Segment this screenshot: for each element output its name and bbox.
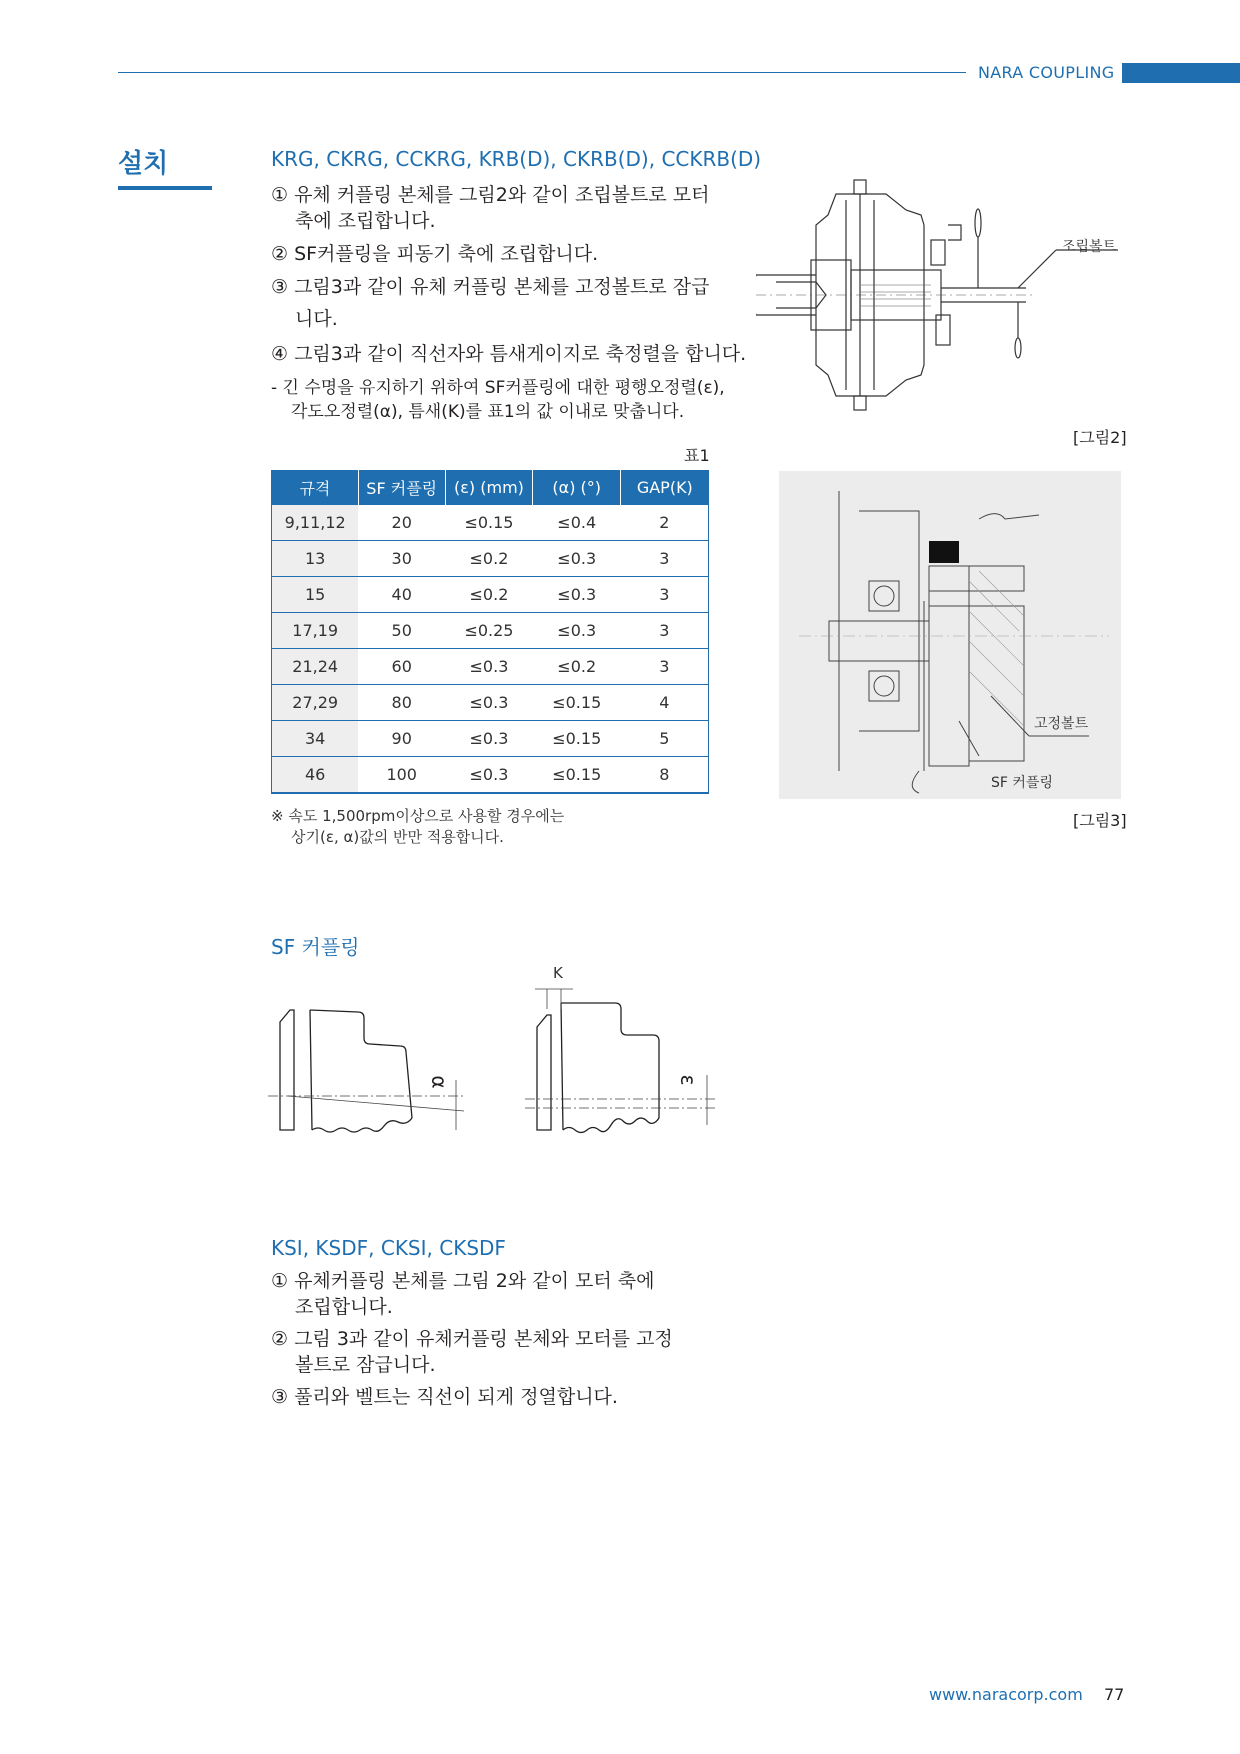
column-header: SF 커플링 — [358, 470, 445, 505]
step-line: 축에 조립합니다. — [295, 210, 436, 232]
page-number: 77 — [1104, 1685, 1125, 1704]
table-cell: ≤0.3 — [533, 541, 621, 577]
table-cell: ≤0.3 — [445, 721, 533, 757]
table-row — [272, 649, 709, 685]
figure3-callout-bolt: 고정볼트 — [1034, 716, 1089, 732]
section1-step-1 — [271, 182, 709, 234]
step-line: ② 그림 3과 같이 유체커플링 본체와 모터를 고정 — [271, 1328, 673, 1350]
step-line: ① 유체커플링 본체를 그림 2와 같이 모터 축에 — [271, 1270, 655, 1292]
table-row — [272, 505, 709, 541]
section1-heading: KRG, CKRG, CCKRG, KRB(D), CKRB(D), CCKRB(D) — [271, 147, 762, 171]
section2-heading: KSI, KSDF, CKSI, CKSDF — [271, 1236, 506, 1260]
table-cell: ≤0.15 — [533, 757, 621, 794]
table-cell: 4 — [621, 685, 709, 721]
header-accent-bar — [1122, 63, 1240, 83]
table-cell: 9,11,12 — [272, 505, 359, 541]
note-line: 각도오정렬(α), 틈새(K)를 표1의 값 이내로 맞춥니다. — [291, 402, 685, 422]
parallel-misalignment-diagram — [525, 975, 725, 1140]
table-cell: ≤0.15 — [445, 505, 533, 541]
table-cell: 27,29 — [272, 685, 359, 721]
section1-step-3 — [271, 274, 709, 332]
table-cell: ≤0.3 — [445, 757, 533, 794]
section2-step-2 — [271, 1326, 673, 1378]
table-cell: 13 — [272, 541, 359, 577]
table-cell: 2 — [621, 505, 709, 541]
section1-step-2 — [271, 241, 598, 267]
table-cell: 100 — [358, 757, 445, 794]
section1-step-4 — [271, 341, 746, 367]
gap-k-label: K — [553, 964, 563, 982]
section-title-underline — [118, 186, 212, 190]
column-header: (α) (°) — [533, 470, 621, 505]
step-line: ② SF커플링을 피동기 축에 조립합니다. — [271, 243, 599, 265]
figure3-label: [그림3] — [1073, 811, 1127, 830]
table-cell: 5 — [621, 721, 709, 757]
table-cell: 50 — [358, 613, 445, 649]
table-cell: ≤0.3 — [533, 577, 621, 613]
table-row — [272, 685, 709, 721]
table-cell: ≤0.4 — [533, 505, 621, 541]
table-cell: 34 — [272, 721, 359, 757]
step-line: ③ 그림3과 같이 유체 커플링 본체를 고정볼트로 잠급 — [271, 276, 710, 298]
figure3-callout-coupling: SF 커플링 — [991, 775, 1053, 791]
table-row — [272, 541, 709, 577]
table-cell: 40 — [358, 577, 445, 613]
table-cell: 15 — [272, 577, 359, 613]
table-cell: 17,19 — [272, 613, 359, 649]
table-cell: ≤0.3 — [533, 613, 621, 649]
footnote-line: ※ 속도 1,500rpm이상으로 사용할 경우에는 — [271, 807, 565, 825]
table-cell: ≤0.2 — [445, 577, 533, 613]
table-cell: ≤0.2 — [445, 541, 533, 577]
table-cell: 3 — [621, 613, 709, 649]
table-footnote — [271, 806, 564, 848]
table-cell: 21,24 — [272, 649, 359, 685]
footnote-line: 상기(ε, α)값의 반만 적용합니다. — [291, 828, 504, 846]
table-cell: 3 — [621, 649, 709, 685]
column-header: 규격 — [272, 470, 359, 505]
step-line: ③ 풀리와 벨트는 직선이 되게 정열합니다. — [271, 1386, 618, 1408]
table-cell: ≤0.25 — [445, 613, 533, 649]
footer-url[interactable]: www.naracorp.com — [929, 1685, 1083, 1704]
note-line: - 긴 수명을 유지하기 위하여 SF커플링에 대한 평행오정렬(ε), — [271, 378, 725, 398]
step-line: 조립합니다. — [295, 1296, 393, 1318]
table-caption: 표1 — [684, 446, 710, 465]
figure2-callout: 조립볼트 — [1062, 239, 1117, 255]
section2-step-1 — [271, 1268, 654, 1320]
step-line: ① 유체 커플링 본체를 그림2와 같이 조립볼트로 모터 — [271, 184, 710, 206]
table-cell: 90 — [358, 721, 445, 757]
table-cell: ≤0.15 — [533, 685, 621, 721]
table-cell: 3 — [621, 577, 709, 613]
spec-table — [271, 470, 709, 794]
table-header-row — [272, 470, 709, 505]
alpha-symbol: α — [427, 1075, 452, 1089]
sf-coupling-heading: SF 커플링 — [271, 935, 360, 959]
header-rule — [118, 72, 966, 73]
section2-step-3 — [271, 1384, 618, 1410]
table-row — [272, 577, 709, 613]
epsilon-symbol: ε — [676, 1074, 701, 1086]
table-cell: 46 — [272, 757, 359, 794]
table-cell: ≤0.2 — [533, 649, 621, 685]
table-row — [272, 613, 709, 649]
figure2-label: [그림2] — [1073, 428, 1127, 447]
header-brand: NARA COUPLING — [978, 63, 1115, 82]
table-cell: 80 — [358, 685, 445, 721]
table-cell: 30 — [358, 541, 445, 577]
step-line: ④ 그림3과 같이 직선자와 틈새게이지로 축정렬을 합니다. — [271, 343, 747, 365]
table-cell: 60 — [358, 649, 445, 685]
section1-note — [271, 376, 725, 424]
angular-misalignment-diagram — [268, 1000, 468, 1140]
table-row — [272, 757, 709, 794]
step-line: 니다. — [295, 308, 338, 330]
table-cell: ≤0.3 — [445, 685, 533, 721]
column-header: GAP(K) — [621, 470, 709, 505]
figure3-drawing — [779, 471, 1121, 799]
column-header: (ε) (mm) — [445, 470, 533, 505]
step-line: 볼트로 잠급니다. — [295, 1354, 436, 1376]
table-row — [272, 721, 709, 757]
figure2-drawing — [756, 170, 1126, 420]
table-cell: ≤0.15 — [533, 721, 621, 757]
section-title: 설치 — [118, 149, 169, 179]
table-cell: 20 — [358, 505, 445, 541]
table-cell: ≤0.3 — [445, 649, 533, 685]
figure3-panel — [779, 471, 1121, 799]
table-cell: 8 — [621, 757, 709, 794]
table-cell: 3 — [621, 541, 709, 577]
